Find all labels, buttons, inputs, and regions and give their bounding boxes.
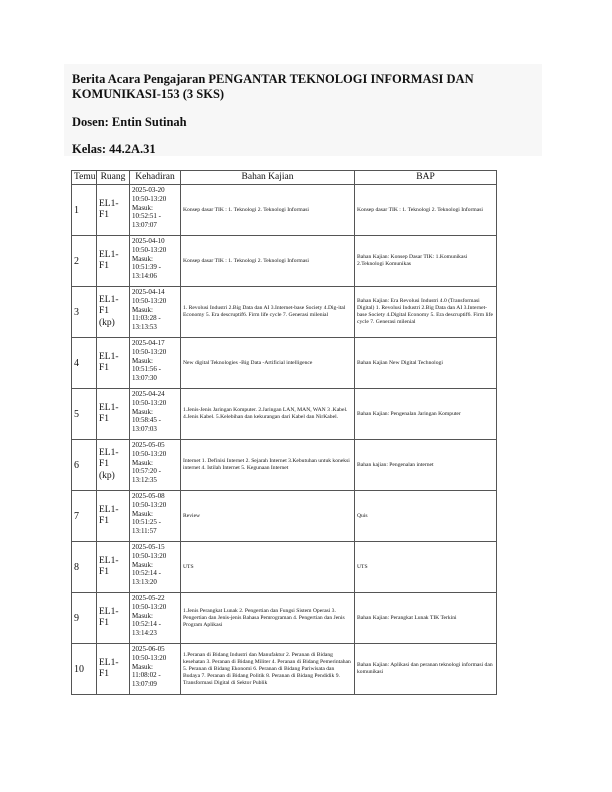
cell-ruang: EL1-F1 — [97, 491, 130, 542]
cell-bap: UTS — [355, 542, 497, 593]
cell-ruang: EL1-F1 — [97, 644, 130, 695]
cell-ruang: EL1-F1 — [97, 389, 130, 440]
cell-bahan-kajian: Konsep dasar TIK : 1. Teknologi 2. Teknologi Informasi — [181, 185, 355, 236]
kehadiran-keluar-time: 13:14:06 — [132, 272, 157, 281]
kehadiran-keluar-time: 13:14:23 — [132, 629, 157, 638]
cell-ruang: EL1-F1 — [97, 185, 130, 236]
kehadiran-date: 2025-05-08 — [132, 492, 165, 500]
kehadiran-masuk-time: 11:03:28 - — [132, 314, 161, 323]
kehadiran-date: 2025-04-17 — [132, 339, 165, 347]
header-kehadiran: Kehadiran — [130, 171, 181, 185]
kehadiran-masuk-label: Masuk: — [132, 203, 153, 212]
kehadiran-keluar-time: 13:07:30 — [132, 374, 157, 383]
attendance-table — [71, 170, 497, 695]
cell-ruang: EL1-F1 (kp) — [97, 440, 130, 491]
kehadiran-keluar-time: 13:07:03 — [132, 425, 157, 434]
cell-ruang: EL1-F1 (kp) — [97, 287, 130, 338]
kehadiran-keluar-time: 13:07:07 — [132, 221, 157, 230]
cell-kehadiran — [130, 491, 181, 542]
kehadiran-date: 2025-05-15 — [132, 543, 165, 551]
cell-temu: 8 — [72, 542, 97, 593]
cell-kehadiran — [130, 593, 181, 644]
table-row — [72, 440, 497, 491]
kehadiran-schedule: 10:50-13:20 — [132, 449, 167, 458]
table-row — [72, 542, 497, 593]
table-header-row — [72, 171, 497, 185]
kehadiran-keluar-time: 13:13:20 — [132, 578, 157, 587]
cell-bap: Quis — [355, 491, 497, 542]
header-temu: Temu — [72, 171, 97, 185]
header-ruang: Ruang — [97, 171, 130, 185]
kehadiran-date: 2025-03-20 — [132, 186, 165, 194]
cell-bahan-kajian: New digital Teknologies -Big Data -Artificial intelligence — [181, 338, 355, 389]
cell-temu: 9 — [72, 593, 97, 644]
kehadiran-keluar-time: 13:11:57 — [132, 527, 157, 536]
kehadiran-masuk-time: 10:51:56 - — [132, 365, 161, 374]
kehadiran-schedule: 10:50-13:20 — [132, 296, 167, 305]
cell-kehadiran — [130, 542, 181, 593]
table-row — [72, 338, 497, 389]
cell-bahan-kajian: Internet 1. Definisi Internet 2. Sejarah Internet 3.Kebutuhan untuk koneksi internet 4. Istilah Internet 5. Kegunaan Internet — [181, 440, 355, 491]
kehadiran-masuk-time: 10:52:51 - — [132, 212, 161, 221]
kehadiran-masuk-time: 10:57:20 - — [132, 467, 161, 476]
kehadiran-keluar-time: 13:07:09 — [132, 680, 157, 689]
kehadiran-masuk-label: Masuk: — [132, 662, 153, 671]
cell-kehadiran — [130, 185, 181, 236]
cell-temu: 6 — [72, 440, 97, 491]
table-row — [72, 389, 497, 440]
cell-bap: Bahan kajian: Pengenalan internet — [355, 440, 497, 491]
cell-bap: Bahan Kajian: Pengenalan Jaringan Komputer — [355, 389, 497, 440]
kehadiran-schedule: 10:50-13:20 — [132, 245, 167, 254]
cell-temu: 1 — [72, 185, 97, 236]
table-row — [72, 287, 497, 338]
cell-kehadiran — [130, 440, 181, 491]
table-row — [72, 593, 497, 644]
cell-bahan-kajian: 1. Revolusi Industri 2.Big Data dan AI 3.Internet-base Society 4.Dig-ital Economy 5. Era descruptif6. Firm life cycle 7. Generasi milenial — [181, 287, 355, 338]
class-code: Kelas: 44.2A.31 — [72, 142, 156, 156]
cell-temu: 2 — [72, 236, 97, 287]
kehadiran-date: 2025-05-22 — [132, 594, 165, 602]
cell-ruang: EL1-F1 — [97, 236, 130, 287]
kehadiran-date: 2025-04-14 — [132, 288, 165, 296]
cell-bap: Bahan Kajian: Aplikasi dan peranan teknologi informasi dan komunikasi — [355, 644, 497, 695]
kehadiran-masuk-time: 10:52:14 - — [132, 620, 161, 629]
table-row — [72, 236, 497, 287]
cell-temu: 10 — [72, 644, 97, 695]
cell-kehadiran — [130, 287, 181, 338]
kehadiran-masuk-label: Masuk: — [132, 356, 153, 365]
kehadiran-masuk-time: 10:52:14 - — [132, 569, 161, 578]
kehadiran-masuk-label: Masuk: — [132, 611, 153, 620]
cell-bahan-kajian: 1.Jenis-Jenis Jaringan Komputer. 2.Jaringan LAN, MAN, WAN 3 .Kabel. 4.Jenis Kabel. 5.Kelebihan dan kekurangan dari Kabel dan NirKabel. — [181, 389, 355, 440]
cell-kehadiran — [130, 338, 181, 389]
kehadiran-date: 2025-04-24 — [132, 390, 165, 398]
header-bap: BAP — [355, 171, 497, 185]
cell-bahan-kajian: Konsep dasar TIK : 1. Teknologi 2. Teknologi Informasi — [181, 236, 355, 287]
cell-bap: Bahan Kajian: Era Revolusi Industri 4.0 (Transformasi Digital) 1. Revolusi Industri 2.Big Data dan AI 3.Internet-base Society 4.Digital Economy 5. Era descruptif6. Firm life cycle 7. Generasi milenial — [355, 287, 497, 338]
cell-bahan-kajian: UTS — [181, 542, 355, 593]
cell-temu: 5 — [72, 389, 97, 440]
table-row — [72, 185, 497, 236]
cell-bahan-kajian: 1.Jenis Perangkat Lunak 2. Pengertian dan Fungsi Sistem Operasi 3. Pengertian dan Jenis-jenis Bahasa Pemrograman 4. Pengertian dan Jenis Program Aplikasi — [181, 593, 355, 644]
kehadiran-masuk-label: Masuk: — [132, 509, 153, 518]
cell-bap: Konsep dasar TIK : 1. Teknologi 2. Teknologi Informasi — [355, 185, 497, 236]
kehadiran-date: 2025-06-05 — [132, 645, 165, 653]
cell-ruang: EL1-F1 — [97, 593, 130, 644]
cell-temu: 7 — [72, 491, 97, 542]
kehadiran-schedule: 10:50-13:20 — [132, 500, 167, 509]
kehadiran-schedule: 10:50-13:20 — [132, 602, 167, 611]
cell-bap: Bahan Kajian New Digital Technologi — [355, 338, 497, 389]
table-row — [72, 491, 497, 542]
cell-bahan-kajian: Review — [181, 491, 355, 542]
header-bahan-kajian: Bahan Kajian — [181, 171, 355, 185]
kehadiran-date: 2025-04-10 — [132, 237, 165, 245]
kehadiran-schedule: 10:50-13:20 — [132, 194, 167, 203]
kehadiran-schedule: 10:50-13:20 — [132, 398, 167, 407]
kehadiran-date: 2025-05-05 — [132, 441, 165, 449]
table-row — [72, 644, 497, 695]
cell-temu: 4 — [72, 338, 97, 389]
kehadiran-masuk-time: 10:51:39 - — [132, 263, 161, 272]
cell-kehadiran — [130, 236, 181, 287]
kehadiran-masuk-label: Masuk: — [132, 560, 153, 569]
kehadiran-keluar-time: 13:13:53 — [132, 323, 157, 332]
cell-bap: Bahan Kajian: Konsep Dasar TIK: 1.Komunikasi 2.Teknologi Komunikas — [355, 236, 497, 287]
cell-bap: Bahan Kajian: Perangkat Lunak TIK Terkini — [355, 593, 497, 644]
kehadiran-masuk-label: Masuk: — [132, 254, 153, 263]
cell-bahan-kajian: 1.Peranan di Bidang Industri dan Manufaktur 2. Peranan di Bidang kesehatan 3. Peranan di Bidang Militer 4. Peranan di Bidang Pemerintahan 5. Peranan di Bidang Ekonomi 6. Peranan di Bidang Pariwisata dan Budaya 7. Peranan di Bidang Politik 8. Peranan di Bidang Pendidik 9. Transformasi Digital di Sektor Publik — [181, 644, 355, 695]
kehadiran-masuk-time: 11:08:02 - — [132, 671, 161, 680]
cell-kehadiran — [130, 644, 181, 695]
kehadiran-schedule: 10:50-13:20 — [132, 653, 167, 662]
cell-ruang: EL1-F1 — [97, 338, 130, 389]
kehadiran-masuk-time: 10:58:45 - — [132, 416, 161, 425]
kehadiran-masuk-label: Masuk: — [132, 458, 153, 467]
kehadiran-keluar-time: 13:12:35 — [132, 476, 157, 485]
kehadiran-schedule: 10:50-13:20 — [132, 551, 167, 560]
cell-ruang: EL1-F1 — [97, 542, 130, 593]
kehadiran-masuk-label: Masuk: — [132, 305, 153, 314]
kehadiran-masuk-time: 10:51:25 - — [132, 518, 161, 527]
kehadiran-schedule: 10:50-13:20 — [132, 347, 167, 356]
cell-kehadiran — [130, 389, 181, 440]
cell-temu: 3 — [72, 287, 97, 338]
document-title: Berita Acara Pengajaran PENGANTAR TEKNOLOGI INFORMASI DAN KOMUNIKASI-153 (3 SKS) — [72, 72, 474, 101]
lecturer-name: Dosen: Entin Sutinah — [72, 115, 187, 129]
kehadiran-masuk-label: Masuk: — [132, 407, 153, 416]
